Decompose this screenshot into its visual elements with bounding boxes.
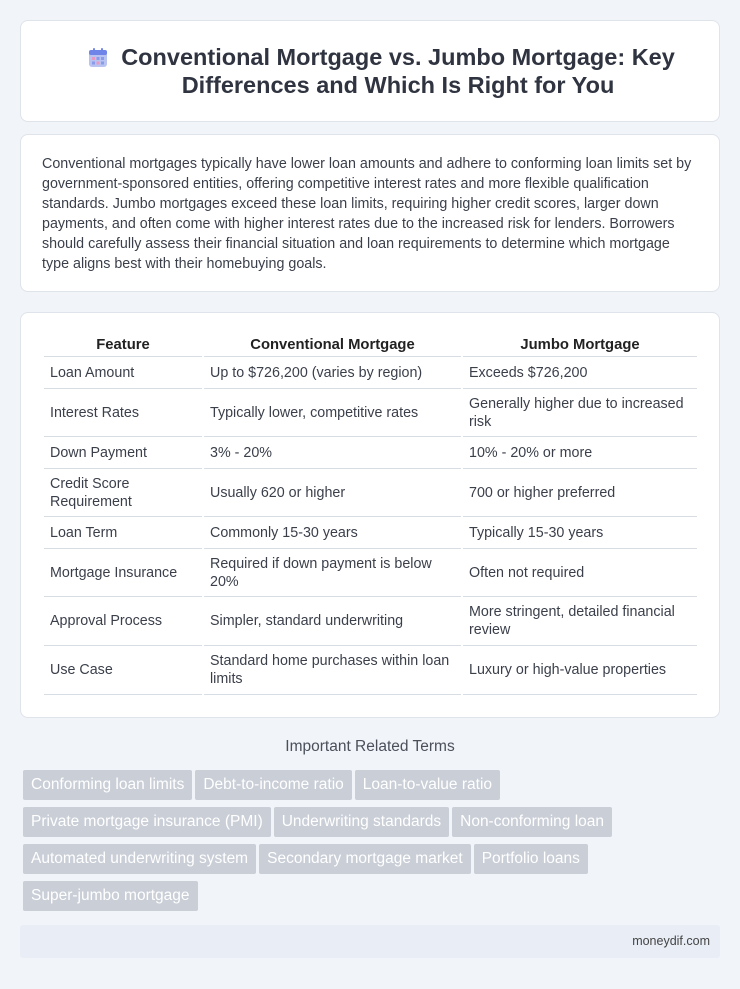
table-cell-conventional: Usually 620 or higher [204, 469, 461, 517]
table-cell-feature: Down Payment [44, 437, 202, 469]
table-cell-feature: Use Case [44, 646, 202, 695]
comparison-table [42, 335, 699, 695]
table-cell-conventional: Commonly 15-30 years [204, 517, 461, 549]
tag-portfolio-loans[interactable]: Portfolio loans [474, 844, 588, 874]
table-cell-jumbo: 10% - 20% or more [463, 437, 697, 469]
tag-secondary-mortgage-market[interactable]: Secondary mortgage market [259, 844, 471, 874]
table-cell-feature: Approval Process [44, 597, 202, 646]
table-row [44, 597, 697, 646]
header-conventional: Conventional Mortgage [204, 335, 461, 357]
tag-underwriting-standards[interactable]: Underwriting standards [274, 807, 449, 837]
table-row [44, 469, 697, 517]
footer [20, 925, 720, 958]
summary-card [20, 134, 720, 292]
table-cell-jumbo: Luxury or high-value properties [463, 646, 697, 695]
calendar-icon [87, 47, 109, 69]
tag-automated-underwriting-system[interactable]: Automated underwriting system [23, 844, 256, 874]
table-cell-conventional: 3% - 20% [204, 437, 461, 469]
table-row [44, 357, 697, 389]
table-cell-jumbo: Generally higher due to increased risk [463, 389, 697, 437]
header-jumbo: Jumbo Mortgage [463, 335, 697, 357]
table-cell-conventional: Up to $726,200 (varies by region) [204, 357, 461, 389]
table-cell-feature: Interest Rates [44, 389, 202, 437]
comparison-card [20, 312, 720, 718]
related-terms-tags [23, 770, 703, 918]
table-row [44, 646, 697, 695]
tag-conforming-loan-limits[interactable]: Conforming loan limits [23, 770, 192, 800]
table-row [44, 389, 697, 437]
tag-debt-to-income-ratio[interactable]: Debt-to-income ratio [195, 770, 351, 800]
table-cell-conventional: Standard home purchases within loan limits [204, 646, 461, 695]
table-cell-conventional: Required if down payment is below 20% [204, 549, 461, 597]
table-cell-jumbo: Typically 15-30 years [463, 517, 697, 549]
header-feature: Feature [44, 335, 202, 357]
table-cell-jumbo: More stringent, detailed financial review [463, 597, 697, 646]
table-cell-conventional: Typically lower, competitive rates [204, 389, 461, 437]
table-row [44, 549, 697, 597]
header-card [20, 20, 720, 122]
table-cell-jumbo: Exceeds $726,200 [463, 357, 697, 389]
page-title: Conventional Mortgage vs. Jumbo Mortgage: Key Differences and Which Is Right for You [121, 44, 675, 98]
table-cell-conventional: Simpler, standard underwriting [204, 597, 461, 646]
table-cell-feature: Loan Amount [44, 357, 202, 389]
table-cell-feature: Loan Term [44, 517, 202, 549]
tag-non-conforming-loan[interactable]: Non-conforming loan [452, 807, 612, 837]
tag-loan-to-value-ratio[interactable]: Loan-to-value ratio [355, 770, 500, 800]
summary-text: Conventional mortgages typically have lower loan amounts and adhere to conforming loan limits set by government-sponsored entities, offering competitive interest rates and more flexible qualification standards. Jumbo mortgages exceed these loan limits, requiring higher credit scores, larger down payments, and often come with higher interest rates due to the increased risk for lenders. Borrowers should carefully assess their financial situation and loan requirements to determine which mortgage type aligns best with their homebuying goals. [42, 156, 692, 272]
title-row [21, 43, 719, 99]
related-terms-title: Important Related Terms [285, 738, 455, 755]
footer-site-link[interactable]: moneydif.com [632, 934, 710, 948]
table-row [44, 437, 697, 469]
tag-super-jumbo-mortgage[interactable]: Super-jumbo mortgage [23, 881, 198, 911]
table-header-row [44, 335, 697, 357]
table-cell-feature: Credit Score Requirement [44, 469, 202, 517]
table-cell-feature: Mortgage Insurance [44, 549, 202, 597]
table-cell-jumbo: 700 or higher preferred [463, 469, 697, 517]
table-cell-jumbo: Often not required [463, 549, 697, 597]
tag-private-mortgage-insurance[interactable]: Private mortgage insurance (PMI) [23, 807, 271, 837]
table-row [44, 517, 697, 549]
